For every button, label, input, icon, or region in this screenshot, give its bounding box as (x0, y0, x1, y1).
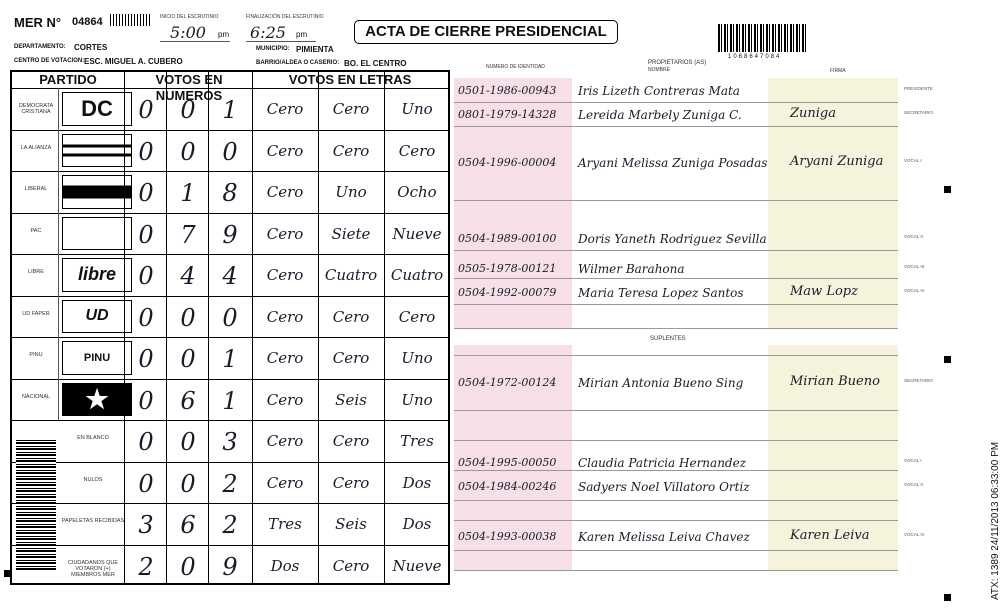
party-name: CIUDADANOS QUE VOTARON (+) MIEMBROS MER (67, 559, 119, 578)
row-divider (454, 102, 898, 103)
registration-mark (4, 570, 11, 577)
barcode-top-right-number: 1068647084 (728, 54, 782, 60)
barrio-value: BO. EL CENTRO (344, 59, 407, 68)
vote-digit: 0 (222, 137, 238, 166)
vote-word: Cero (266, 224, 304, 243)
role-label: VOCAL I (904, 158, 922, 163)
vote-digit: 0 (138, 386, 154, 415)
barcode-top-right (718, 24, 808, 52)
row-divider (454, 355, 898, 356)
column-divider (318, 72, 319, 583)
col-numeros-header: VOTOS EN NUMEROS (155, 72, 223, 103)
party-name: NULOS (83, 476, 103, 483)
vote-digit: 0 (180, 428, 196, 456)
vote-word: Cero (266, 432, 304, 450)
col-nombre-header: NOMBRE (648, 67, 670, 73)
row-divider (454, 500, 898, 501)
vote-digit: 0 (180, 552, 196, 581)
table-row (12, 88, 448, 130)
role-label: VOCAL I (904, 458, 922, 463)
finalizacion-underline (246, 41, 316, 42)
column-divider (208, 72, 209, 583)
member-name: Karen Melissa Leiva Chavez (578, 530, 750, 544)
table-row (12, 503, 448, 545)
vote-digit: 0 (222, 303, 238, 332)
vote-word: Cero (266, 390, 304, 409)
row-divider (454, 278, 898, 279)
party-logo (62, 217, 132, 251)
member-name: Lereida Marbely Zuniga C. (578, 108, 742, 122)
registration-mark (944, 186, 951, 193)
vote-word: Cero (398, 141, 436, 160)
column-divider (124, 72, 125, 583)
identity-number: 0504-1996-00004 (458, 156, 557, 169)
vote-word: Cero (332, 307, 370, 326)
vote-digit: 0 (180, 303, 196, 332)
row-divider (454, 328, 898, 329)
col-propietarios-header: PROPIETARIOS (AS) (648, 60, 707, 66)
vote-digit: 4 (180, 262, 196, 290)
vote-digit: 1 (222, 345, 238, 373)
vote-word: Dos (270, 556, 300, 575)
vote-word: Cero (266, 183, 304, 201)
table-row (12, 296, 448, 338)
vote-word: Siete (331, 224, 371, 243)
table-row (12, 420, 448, 462)
departamento-value: CORTES (74, 43, 108, 52)
party-name: EN BLANCO (77, 435, 109, 441)
member-name: Doris Yaneth Rodriguez Sevilla (578, 232, 767, 246)
acta-title: ACTA DE CIERRE PRESIDENCIAL (354, 20, 618, 44)
party-logo (62, 134, 132, 168)
member-name: Claudia Patricia Hernandez (578, 456, 747, 470)
barrio-label: BARRIO/ALDEA O CASERIO: (256, 60, 340, 66)
vote-digit: 9 (222, 552, 238, 581)
row-divider (454, 470, 898, 471)
finalizacion-value: 6:25 (250, 23, 286, 42)
table-row (12, 337, 448, 379)
inicio-suffix: pm (218, 30, 230, 39)
municipio-value: PIMIENTA (296, 45, 334, 54)
row-divider (454, 126, 898, 127)
vote-word: Cuatro (324, 266, 378, 284)
member-name: Aryani Melissa Zuniga Posadas (578, 156, 768, 170)
party-logo (62, 175, 132, 209)
vote-word: Cero (332, 141, 370, 160)
column-divider (252, 72, 253, 583)
centro-label: CENTRO DE VOTACION: (14, 58, 85, 64)
role-label: VOCAL IV (904, 532, 925, 537)
vote-word: Seis (335, 515, 367, 533)
vote-word: Uno (401, 390, 433, 409)
vote-digit: 0 (180, 345, 196, 373)
vote-digit: 0 (138, 220, 154, 249)
col-letras-header: VOTOS EN LETRAS (288, 72, 412, 87)
role-label: VOCAL II (904, 482, 923, 487)
table-row (12, 462, 448, 504)
identity-number: 0504-1989-00100 (458, 232, 557, 245)
vote-word: Cero (266, 307, 304, 326)
vote-word: Cero (332, 556, 370, 575)
registration-mark (944, 594, 951, 601)
row-divider (454, 570, 898, 571)
vote-digit: 1 (180, 179, 196, 207)
vote-word: Seis (335, 390, 367, 409)
vote-digit: 3 (138, 511, 154, 539)
vote-word: Nueve (392, 556, 442, 575)
party-name: LIBRE (28, 269, 44, 275)
vote-word: Dos (402, 515, 432, 533)
identity-number: 0501-1986-00943 (458, 84, 557, 97)
vote-word: Cero (266, 100, 304, 118)
party-logo: PINU (62, 341, 132, 375)
member-name: Sadyers Noel Villatoro Ortiz (578, 480, 750, 494)
row-divider (454, 440, 898, 441)
vote-word: Ocho (397, 183, 437, 201)
table-row (12, 254, 448, 296)
vote-word: Cero (332, 473, 370, 492)
vote-digit: 0 (138, 262, 154, 290)
row-divider (454, 410, 898, 411)
mer-number: 04864 (72, 16, 103, 28)
party-name: LA ALIANZA (20, 144, 52, 151)
vote-digit: 0 (138, 469, 154, 498)
vote-digit: 4 (222, 262, 238, 290)
column-divider (384, 72, 385, 583)
inicio-value: 5:00 (170, 23, 206, 42)
vote-digit: 0 (180, 469, 196, 498)
table-row (12, 213, 448, 255)
row-divider (454, 304, 898, 305)
vote-digit: 6 (180, 511, 196, 539)
role-label: SECRETARIO (904, 378, 933, 383)
vote-word: Tres (400, 432, 434, 450)
vote-digit: 9 (222, 220, 238, 249)
vote-word: Cero (398, 307, 436, 326)
vote-digit: 1 (222, 96, 238, 124)
member-signature: Mirian Bueno (790, 374, 880, 389)
row-divider (454, 200, 898, 201)
finalizacion-suffix: pm (296, 30, 308, 39)
vote-digit: 2 (138, 552, 154, 581)
party-name: PAPELETAS RECIBIDAS (61, 518, 125, 524)
vote-digit: 2 (222, 511, 238, 539)
column-divider (166, 72, 167, 583)
vote-word: Uno (401, 349, 433, 367)
vote-digit: 8 (222, 179, 238, 207)
party-logo: libre (62, 258, 132, 292)
party-name: PINU (29, 352, 43, 358)
identity-number: 0504-1972-00124 (458, 376, 557, 389)
party-name: NACIONAL (21, 393, 51, 400)
role-label: VOCAL II (904, 234, 923, 239)
party-name: PAC (30, 227, 42, 234)
vote-word: Uno (401, 100, 433, 118)
identity-number: 0505-1978-00121 (458, 262, 557, 275)
party-logo: DC (62, 92, 132, 126)
column-divider (58, 88, 59, 420)
vote-word: Cero (332, 349, 370, 367)
vote-word: Cero (332, 100, 370, 118)
vote-digit: 7 (180, 220, 196, 249)
departamento-label: DEPARTAMENTO: (14, 44, 66, 50)
party-logo: UD (62, 300, 132, 334)
vote-digit: 0 (138, 303, 154, 332)
member-name: Iris Lizeth Contreras Mata (578, 84, 740, 98)
vote-digit: 0 (138, 345, 154, 373)
vote-digit: 0 (138, 137, 154, 166)
table-row (12, 379, 448, 421)
member-signature: Karen Leiva (790, 528, 870, 543)
row-divider (454, 550, 898, 551)
role-label: VOCAL IV (904, 288, 925, 293)
member-signature: Maw Lopz (790, 284, 858, 299)
votes-table (10, 70, 450, 585)
party-logo: ★ (62, 383, 132, 417)
identity-number: 0801-1979-14328 (458, 108, 557, 121)
vote-word: Uno (335, 183, 367, 201)
vote-digit: 0 (138, 428, 154, 456)
barcode-left (16, 440, 56, 570)
role-label: SECRETARIO (904, 110, 933, 115)
identity-number: 0504-1992-00079 (458, 286, 557, 299)
mer-label: MER N° (14, 15, 62, 30)
vote-word: Dos (402, 473, 432, 492)
row-divider (454, 250, 898, 251)
vote-word: Tres (268, 515, 302, 533)
vote-word: Cero (266, 266, 304, 284)
role-label: PRESIDENTE (904, 86, 933, 91)
vote-word: Cuatro (390, 266, 444, 284)
table-row (12, 545, 448, 587)
vote-digit: 6 (180, 386, 196, 415)
vote-word: Cero (266, 473, 304, 492)
vote-digit: 0 (138, 96, 154, 124)
table-row (12, 171, 448, 213)
identity-number: 0504-1995-00050 (458, 456, 557, 469)
vote-word: Nueve (392, 224, 442, 243)
role-label: VOCAL III (904, 264, 925, 269)
vote-word: Cero (266, 349, 304, 367)
row-divider (454, 520, 898, 521)
inicio-underline (160, 41, 230, 42)
barcode-top-left (110, 14, 150, 26)
party-name: UD FAPER (22, 310, 50, 317)
member-signature: Zuniga (790, 106, 837, 121)
member-signature: Aryani Zuniga (790, 154, 884, 169)
party-name: DEMOCRATA CRISTIANA (18, 103, 54, 115)
scan-stamp: ATX: 1389 24/11/2013 06:33:00 PM (990, 441, 1001, 600)
vote-digit: 0 (180, 96, 196, 124)
member-name: Maria Teresa Lopez Santos (578, 286, 744, 300)
municipio-label: MUNICIPIO: (256, 46, 290, 52)
identity-number: 0504-1984-00246 (458, 480, 557, 493)
col-identidad-header: NUMERO DE IDENTIDAD (486, 64, 545, 70)
col-partido-header: PARTIDO (39, 72, 97, 87)
vote-word: Cero (332, 432, 370, 450)
vote-digit: 2 (222, 469, 238, 498)
member-name: Wilmer Barahona (578, 262, 685, 276)
registration-mark (944, 356, 951, 363)
identity-number: 0504-1993-00038 (458, 530, 557, 543)
vote-digit: 3 (222, 428, 238, 456)
col-firma-header: FIRMA (830, 68, 846, 74)
vote-digit: 0 (180, 137, 196, 166)
suplentes-header: SUPLENTES (650, 336, 686, 342)
table-row (12, 130, 448, 172)
vote-digit: 0 (138, 179, 154, 207)
finalizacion-label: FINALIZACIÓN DEL ESCRUTINIO (246, 14, 324, 20)
party-name: LIBERAL (24, 186, 48, 192)
vote-digit: 1 (222, 386, 238, 415)
member-name: Mirian Antonia Bueno Sing (578, 376, 744, 390)
inicio-label: INICIO DEL ESCRUTINIO (160, 14, 219, 20)
vote-word: Cero (266, 141, 304, 160)
centro-value: ESC. MIGUEL A. CUBERO (84, 57, 183, 66)
